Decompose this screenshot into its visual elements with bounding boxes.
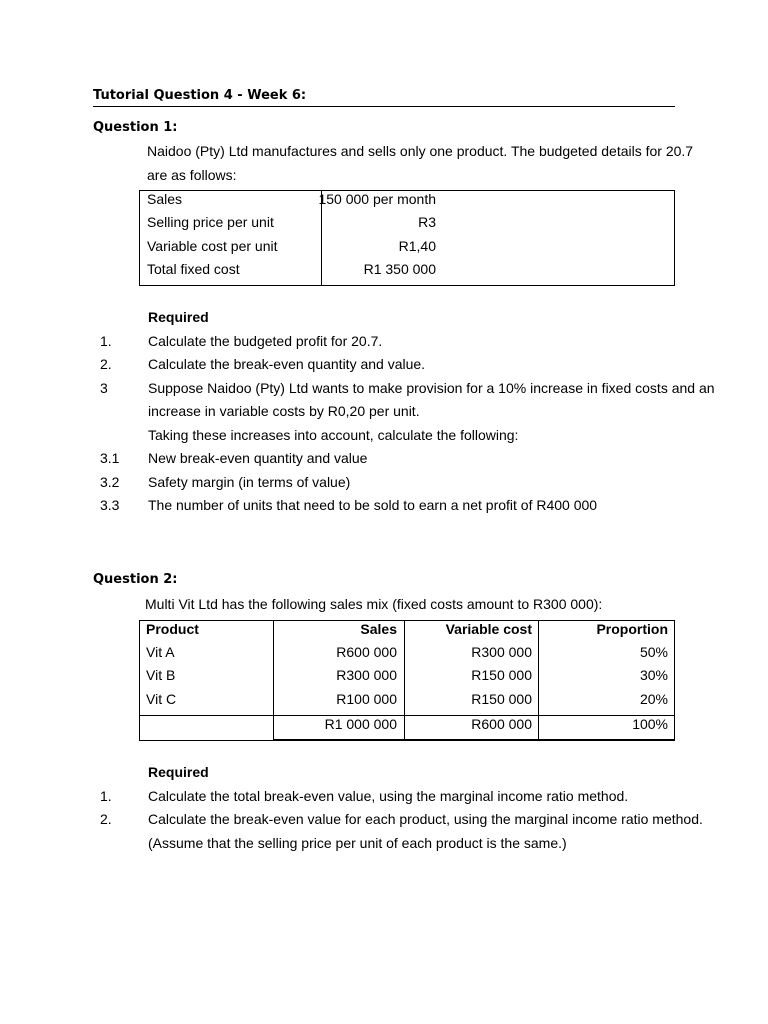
q2-item-text: (Assume that the selling price per unit of each product is the same.) — [148, 835, 567, 851]
table-value-fixed-cost: R1 350 000 — [363, 261, 436, 277]
q1-item-text: Suppose Naidoo (Pty) Ltd wants to make provision for a 10% increase in fixed costs and an — [148, 380, 715, 396]
table-value-variable-cost: R1,40 — [398, 238, 436, 254]
cell-proportion: 20% — [639, 691, 668, 707]
q1-item-number: 2. — [100, 356, 112, 372]
q1-item-number: 3.1 — [100, 450, 120, 466]
header-sales: Sales — [360, 621, 397, 637]
q2-item-text: Calculate the break-even value for each product, using the marginal income ratio method. — [148, 811, 703, 827]
cell-proportion: 30% — [639, 667, 668, 683]
q1-item-text: The number of units that need to be sold to earn a net profit of R400 000 — [148, 497, 598, 513]
header-proportion: Proportion — [596, 621, 668, 637]
header-variable-cost: Variable cost — [445, 621, 532, 637]
q1-item-text: Taking these increases into account, calculate the following: — [148, 427, 519, 443]
cell-product: Vit A — [146, 644, 175, 660]
q1-item-number: 3.3 — [100, 497, 120, 513]
total-proportion: 100% — [632, 716, 668, 732]
total-sales: R1 000 000 — [324, 716, 397, 732]
q1-item-number: 3 — [100, 380, 108, 396]
table-column-divider — [538, 621, 539, 740]
question-2-heading: Question 2: — [93, 572, 178, 587]
table-value-sales: 150 000 per month — [318, 191, 436, 207]
cell-product: Vit B — [146, 667, 176, 683]
cell-variable-cost: R150 000 — [471, 691, 532, 707]
budget-details-table — [139, 190, 675, 286]
table-label-selling-price: Selling price per unit — [147, 214, 274, 230]
q2-item-number: 2. — [100, 811, 112, 827]
q1-item-text: Calculate the budgeted profit for 20.7. — [148, 333, 383, 349]
cell-sales: R300 000 — [336, 667, 397, 683]
table-label-fixed-cost: Total fixed cost — [147, 261, 240, 277]
page-title: Tutorial Question 4 - Week 6: — [93, 88, 307, 103]
table-value-selling-price: R3 — [418, 214, 436, 230]
cell-proportion: 50% — [639, 644, 668, 660]
question-2-intro: Multi Vit Ltd has the following sales mix (fixed costs amount to R300 000): — [145, 596, 603, 612]
totals-bottom-rule — [273, 739, 674, 741]
table-column-divider — [404, 621, 405, 740]
cell-variable-cost: R300 000 — [471, 644, 532, 660]
cell-variable-cost: R150 000 — [471, 667, 532, 683]
q2-item-number: 1. — [100, 788, 112, 804]
question-1-intro-line-1: Naidoo (Pty) Ltd manufactures and sells only one product. The budgeted details for 20.7 — [147, 143, 694, 159]
q1-item-text: increase in variable costs by R0,20 per unit. — [148, 403, 420, 419]
table-column-divider — [273, 621, 274, 740]
question-1-heading: Question 1: — [93, 120, 178, 135]
header-product: Product — [146, 621, 199, 637]
table-label-variable-cost: Variable cost per unit — [147, 238, 278, 254]
q2-item-text: Calculate the total break-even value, using the marginal income ratio method. — [148, 788, 629, 804]
cell-sales: R600 000 — [336, 644, 397, 660]
q1-item-number: 3.2 — [100, 474, 120, 490]
totals-divider — [140, 715, 674, 716]
cell-sales: R100 000 — [336, 691, 397, 707]
cell-product: Vit C — [146, 691, 177, 707]
sales-mix-table — [139, 620, 675, 741]
total-variable-cost: R600 000 — [471, 716, 532, 732]
question-1-required: Required — [148, 309, 209, 325]
q1-item-text: New break-even quantity and value — [148, 450, 368, 466]
q1-item-text: Calculate the break-even quantity and value. — [148, 356, 426, 372]
question-1-intro-line-2: are as follows: — [147, 167, 237, 183]
title-divider — [93, 106, 675, 107]
question-2-required: Required — [148, 764, 209, 780]
table-label-sales: Sales — [147, 191, 183, 207]
q1-item-text: Safety margin (in terms of value) — [148, 474, 351, 490]
q1-item-number: 1. — [100, 333, 112, 349]
